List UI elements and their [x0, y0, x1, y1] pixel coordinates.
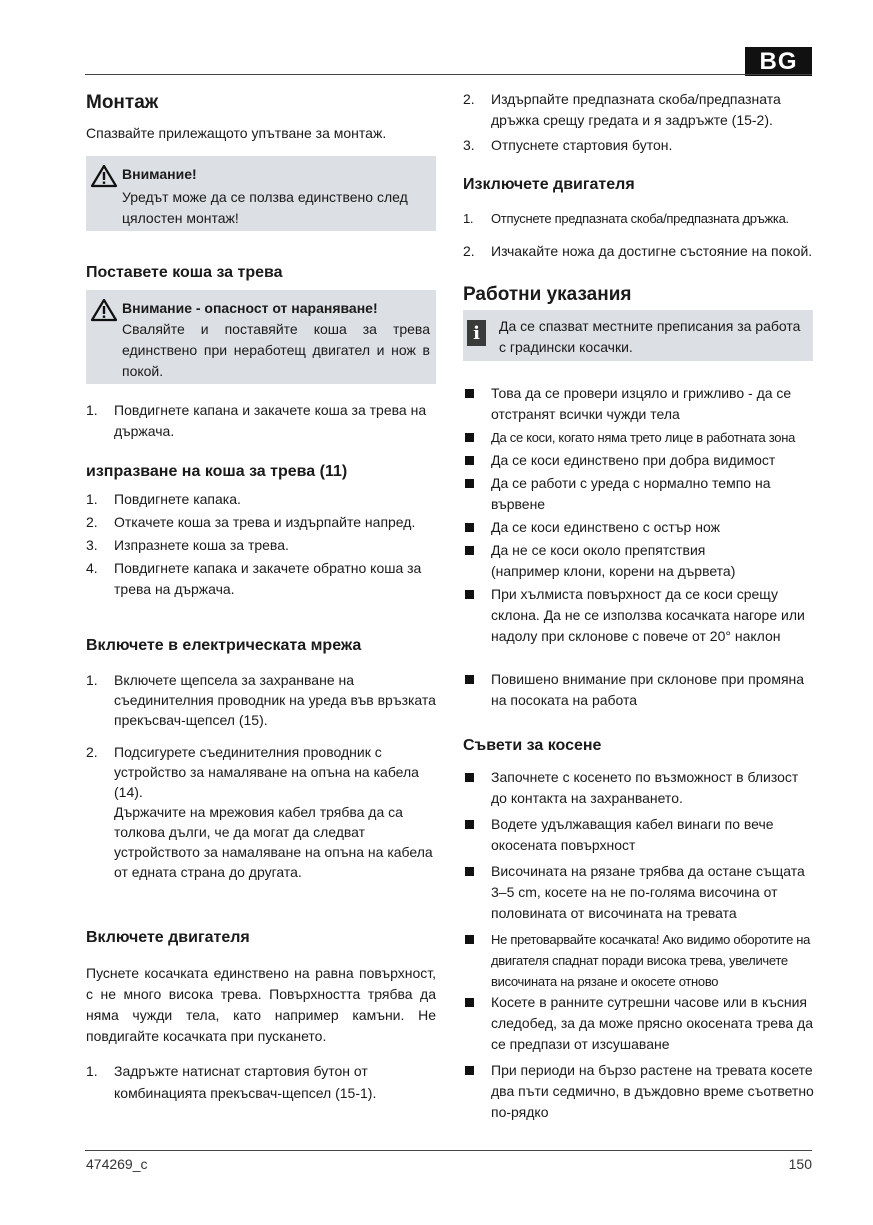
footer-rule — [85, 1150, 812, 1151]
bullet-icon — [465, 820, 474, 829]
bullet-icon — [465, 675, 474, 684]
language-badge: BG — [745, 47, 812, 76]
list-item — [86, 489, 436, 510]
list-item — [463, 584, 815, 647]
bullet-icon — [465, 523, 474, 532]
list-item — [463, 669, 815, 711]
list-item — [463, 135, 813, 156]
warning-triangle-icon — [90, 298, 118, 322]
bullet-text: Височината на рязане трябва да остане същата 3–5 cm, косете на не по-голяма височина от половината от височината на тревата — [491, 863, 805, 921]
warning-triangle-icon — [90, 164, 118, 188]
step-text: Изчакайте ножа да достигне състояние на покой. — [491, 243, 813, 259]
warning-body: Сваляйте и поставяйте коша за трева единствено при неработещ двигател и нож в покой. — [122, 321, 430, 379]
list-item — [86, 535, 436, 556]
step-number: 2. — [463, 243, 475, 259]
header-rule — [85, 74, 812, 75]
warning-box-montage — [86, 156, 436, 231]
list-item — [86, 558, 436, 600]
step-text: Издърпайте предпазната скоба/предпазната дръжка срещу гредата и я задръжте (15-2). — [491, 91, 781, 128]
list-item — [463, 814, 815, 856]
bullet-icon — [465, 479, 474, 488]
list-item — [463, 450, 815, 471]
list-item — [463, 473, 815, 515]
step-number: 2. — [86, 744, 98, 760]
bullet-text: При периоди на бързо растене на тревата косете два пъти седмично, в дъждовно време съответно по-рядко — [491, 1062, 814, 1120]
list-item — [463, 767, 815, 809]
section-title-power: Включете в електрическата мрежа — [86, 637, 362, 654]
step-text: Включете щепсела за захранване на съединителния проводник на уреда във връзката прекъсвач-щепсел (15). — [114, 672, 436, 728]
doc-id: 474269_c — [86, 1156, 148, 1172]
step-text: Подсигурете съединителния проводник с устройство за намаляване на опъна на кабела (14). — [114, 744, 419, 800]
step-text: Задръжте натиснат стартовия бутон от комбинацията прекъсвач-щепсел (15-1). — [114, 1063, 377, 1101]
bullet-icon — [465, 389, 474, 398]
step-text: Повдигнете капака и закачете обратно коша за трева на държача. — [114, 560, 422, 597]
bullet-text: При хълмиста повърхност да се коси срещу склона. Да не се използва косачката нагоре или надолу при склонове с повече от 20° наклон — [491, 586, 805, 644]
bullet-icon — [465, 456, 474, 465]
list-item — [463, 861, 815, 924]
list-item — [463, 1060, 815, 1123]
step-text: Повдигнете капана и закачете коша за трева на държача. — [114, 402, 427, 439]
list-item — [463, 540, 743, 582]
bullet-text: Да не се коси около препятствия (например клони, корени на дървета) — [491, 542, 736, 579]
section-title-montage: Монтаж — [86, 92, 159, 113]
bullet-icon — [465, 773, 474, 782]
bullet-text: Да се коси, когато няма трето лице в работната зона — [491, 430, 796, 445]
section-title-tips: Съвети за косене — [463, 737, 602, 754]
step-number: 1. — [463, 211, 474, 226]
step-number: 2. — [86, 514, 98, 530]
list-item — [463, 241, 813, 262]
list-item — [463, 992, 815, 1055]
step-text: Повдигнете капака. — [114, 491, 241, 507]
bullet-icon — [465, 590, 474, 599]
bullet-text: Не претоварвайте косачката! Ако видимо оборотите на двигателя спаднат поради висока трева, увеличете височината на рязане и окосете отново — [491, 932, 811, 989]
step-number: 4. — [86, 560, 98, 576]
list-item — [86, 400, 436, 442]
page-number: 150 — [788, 1156, 812, 1172]
bullet-icon — [465, 935, 474, 944]
info-icon: i — [467, 320, 486, 346]
warning-title: Внимание - опасност от нараняване! — [122, 300, 378, 316]
warning-title: Внимание! — [122, 166, 197, 182]
step-number: 3. — [463, 137, 475, 153]
warning-body: Уредът може да се ползва единствено след цялостен монтаж! — [122, 189, 408, 226]
step-text: Изпразнете коша за трева. — [114, 537, 289, 553]
step-number: 1. — [86, 402, 98, 418]
step-number: 1. — [86, 1063, 98, 1079]
bullet-text: Косете в ранните сутрешни часове или в късния следобед, за да може прясно окосената трева да се предпази от изсушаване — [491, 994, 813, 1052]
step-number: 3. — [86, 537, 98, 553]
list-item — [86, 1060, 436, 1104]
info-text: Да се спазват местните преписания за работа с градински косачки. — [499, 318, 801, 355]
list-item — [463, 89, 813, 131]
bullet-text: Това да се провери изцяло и грижливо - да се отстранят всички чужди тела — [491, 385, 792, 422]
list-item — [463, 208, 813, 229]
bullet-icon — [465, 546, 474, 555]
bullet-text: Да се коси единствено при добра видимост — [491, 452, 776, 468]
bullet-text: Да се коси единствено с остър нож — [491, 519, 720, 535]
list-item — [86, 512, 436, 533]
step-text: Отпуснете стартовия бутон. — [491, 137, 673, 153]
montage-text: Спазвайте прилежащото упътване за монтаж. — [86, 125, 387, 141]
list-item — [463, 427, 815, 448]
step-text: Отпуснете предпазната скоба/предпазната дръжка. — [491, 211, 789, 226]
list-item — [86, 742, 436, 882]
list-item — [463, 383, 815, 425]
step-number: 2. — [463, 91, 475, 107]
bullet-icon — [465, 1066, 474, 1075]
step-number: 1. — [86, 491, 98, 507]
bullet-text: Започнете с косенето по възможност в близост до контакта на захранването. — [491, 769, 799, 806]
bullet-icon — [465, 433, 474, 442]
bullet-icon — [465, 867, 474, 876]
step-note: Държачите на мрежовия кабел трябва да са толкова дълги, че да могат да следват устройството за намаляване на опъна на кабела от едната страна до другата. — [114, 804, 433, 880]
section-title-basket: Поставете коша за трева — [86, 264, 283, 281]
step-number: 1. — [86, 672, 98, 688]
section-title-engine-off: Изключете двигателя — [463, 176, 635, 193]
list-item — [463, 929, 815, 992]
list-item — [463, 517, 815, 538]
section-title-empty-basket: изпразване на коша за трева (11) — [86, 463, 348, 480]
info-box — [463, 310, 813, 361]
step-text: Откачете коша за трева и издърпайте напред. — [114, 514, 416, 530]
bullet-text: Повишено внимание при склонове при промяна на посоката на работа — [491, 671, 805, 708]
bullet-icon — [465, 998, 474, 1007]
bullet-text: Да се работи с уреда с нормално темпо на вървене — [491, 475, 771, 512]
bullet-text: Водете удължаващия кабел винаги по вече окосената повърхност — [491, 816, 774, 853]
list-item — [86, 670, 436, 730]
section-title-engine-on: Включете двигателя — [86, 929, 250, 946]
section-title-work: Работни указания — [463, 284, 632, 305]
warning-box-basket — [86, 290, 436, 384]
engine-on-text: Пуснете косачката единствено на равна повърхност, с не много висока трева. Повърхността трябва да няма чужди тела, като например камъни. Не повдигайте косачката при пускането. — [86, 965, 436, 1044]
